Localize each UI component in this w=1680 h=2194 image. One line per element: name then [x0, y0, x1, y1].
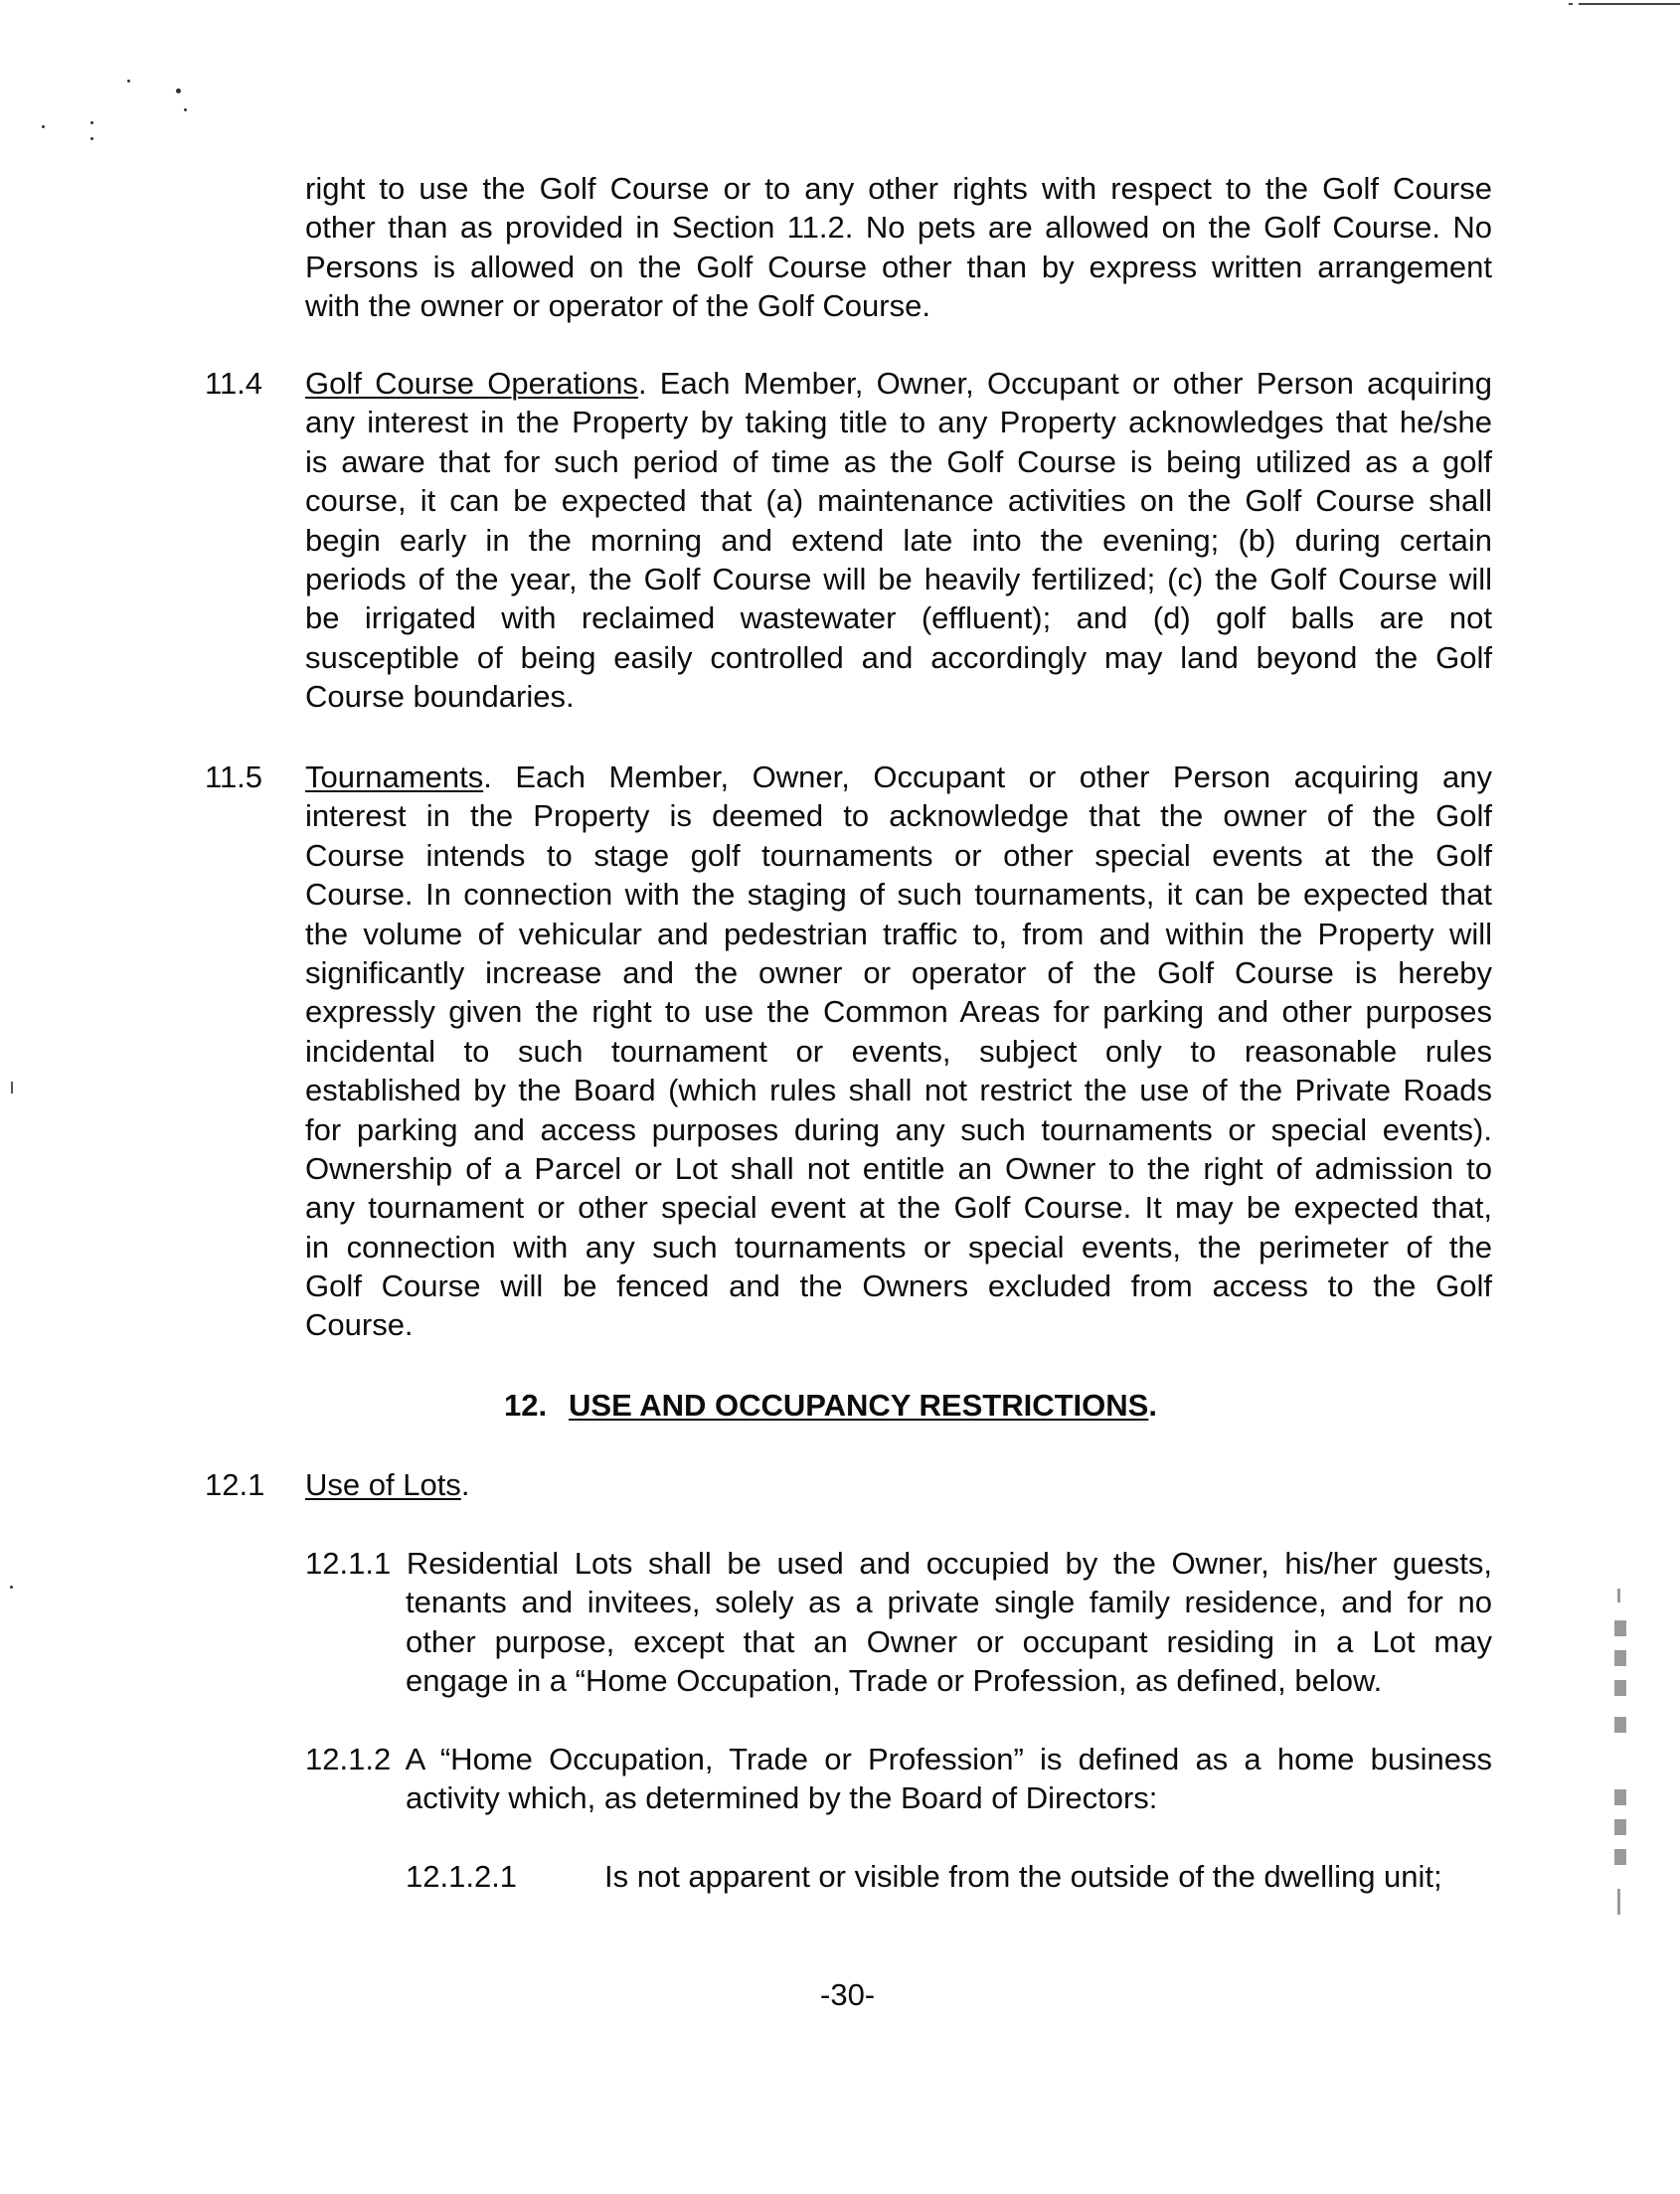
text-line: [305, 364, 1492, 403]
text-line: susceptible of being easily controlled and accordingly may land beyond the Golf: [305, 639, 1492, 675]
section-number: 12.1: [205, 1467, 265, 1502]
text-line: course, it can be expected that (a) maintenance activities on the Golf Course shall: [305, 483, 1492, 519]
text-line: is aware that for such period of time as the Golf Course is being utilized as a golf: [305, 443, 1492, 479]
section-heading: Golf Course Operations: [305, 366, 638, 401]
scan-speck: [184, 108, 187, 111]
paragraph-12-1-1: [305, 1544, 1492, 1701]
text-line: other than as provided in Section 11.2. No pets are allowed on the Golf Course. No: [305, 210, 1492, 246]
text-line: right to use the Golf Course or to any other rights with respect to the Golf Course: [305, 171, 1492, 206]
scan-speck: [127, 80, 130, 83]
text-line: 12.1.1 Residential Lots shall be used and occupied by the Owner, his/her guests,: [305, 1546, 1492, 1581]
text-line: significantly increase and the owner or operator of the Golf Course is hereby: [305, 954, 1492, 990]
page-number: -30-: [820, 1977, 876, 2012]
scan-speck: [11, 1082, 13, 1094]
scan-speck: [176, 88, 181, 93]
text-line: 12.1.2 A “Home Occupation, Trade or Profession” is defined as a home business: [305, 1742, 1492, 1776]
text-line: Course intends to stage golf tournaments or other special events at the Golf: [305, 837, 1492, 873]
text-line: for parking and access purposes during any such tournaments or special events).: [305, 1111, 1492, 1147]
text-line: begin early in the morning and extend late into the evening; (b) during certain: [305, 522, 1492, 558]
scan-edge-line: [1579, 3, 1680, 5]
section-number: 11.4: [205, 366, 263, 401]
text-line: other purpose, except that an Owner or occupant residing in a Lot may: [406, 1623, 1492, 1659]
subsection-number: 12.1.2.1: [406, 1859, 518, 1894]
text-line: activity which, as determined by the Board of Directors:: [406, 1780, 1158, 1816]
text-line: expressly given the right to use the Common Areas for parking and other purposes: [305, 994, 1492, 1030]
paragraph-11-5: [305, 758, 1492, 1345]
text-line: any tournament or other special event at the Golf Course. It may be expected that,: [305, 1190, 1492, 1226]
text-line: incidental to such tournament or events, subject only to reasonable rules: [305, 1033, 1492, 1069]
scan-speck: [10, 1586, 13, 1589]
text-line: engage in a “Home Occupation, Trade or Profession, as defined, below.: [406, 1663, 1383, 1699]
paragraph-continuation: [305, 169, 1492, 326]
chapter-number: 12.: [504, 1388, 548, 1423]
section-heading-line: [305, 1465, 469, 1504]
text-line: Course.: [305, 1307, 414, 1343]
text-line-rest: . Each Member, Owner, Occupant or other Person acquiring: [637, 366, 1492, 401]
text-line-rest: . Each Member, Owner, Occupant or other Person acquiring any: [483, 759, 1492, 794]
scan-speck: [42, 125, 45, 128]
text-line: interest in the Property is deemed to acknowledge that the owner of the Golf: [305, 798, 1492, 834]
chapter-title-punct: .: [1148, 1388, 1157, 1423]
paragraph-12-1-2: [305, 1740, 1492, 1818]
paragraph-11-4: [305, 364, 1492, 717]
text-line: [305, 758, 1492, 796]
text-line: in connection with any such tournaments or special events, the perimeter of the: [305, 1229, 1492, 1265]
chapter-title-text: USE AND OCCUPANCY RESTRICTIONS: [569, 1388, 1149, 1423]
text-line: established by the Board (which rules shall not restrict the use of the Private Roads: [305, 1073, 1492, 1108]
text-line: Course. In connection with the staging of such tournaments, it can be expected that: [305, 877, 1492, 913]
section-heading-punct: .: [460, 1467, 470, 1502]
scan-speck: [90, 121, 93, 124]
text-line: Golf Course will be fenced and the Owners excluded from access to the Golf: [305, 1268, 1492, 1304]
text-line: tenants and invitees, solely as a private single family residence, and for no: [406, 1585, 1492, 1620]
text-line: periods of the year, the Golf Course will be heavily fertilized; (c) the Golf Course will: [305, 561, 1492, 596]
section-heading: Tournaments: [305, 759, 484, 794]
text-line: with the owner or operator of the Golf Course.: [305, 288, 930, 324]
scan-edge-dash: [1569, 3, 1573, 5]
chapter-title: [569, 1386, 1157, 1425]
text-line: Ownership of a Parcel or Lot shall not entitle an Owner to the right of admission to: [305, 1150, 1492, 1186]
text-line: Persons is allowed on the Golf Course other than by express written arrangement: [305, 249, 1492, 284]
scan-speck: [90, 137, 93, 140]
text-line: Course boundaries.: [305, 679, 575, 715]
text-line: be irrigated with reclaimed wastewater (effluent); and (d) golf balls are not: [305, 600, 1492, 636]
text-line: the volume of vehicular and pedestrian traffic to, from and within the Property will: [305, 916, 1492, 951]
text-line: any interest in the Property by taking title to any Property acknowledges that he/she: [305, 405, 1492, 440]
section-heading: Use of Lots: [305, 1467, 461, 1502]
subsection-text: Is not apparent or visible from the outside of the dwelling unit;: [604, 1859, 1442, 1894]
section-number: 11.5: [205, 759, 263, 794]
